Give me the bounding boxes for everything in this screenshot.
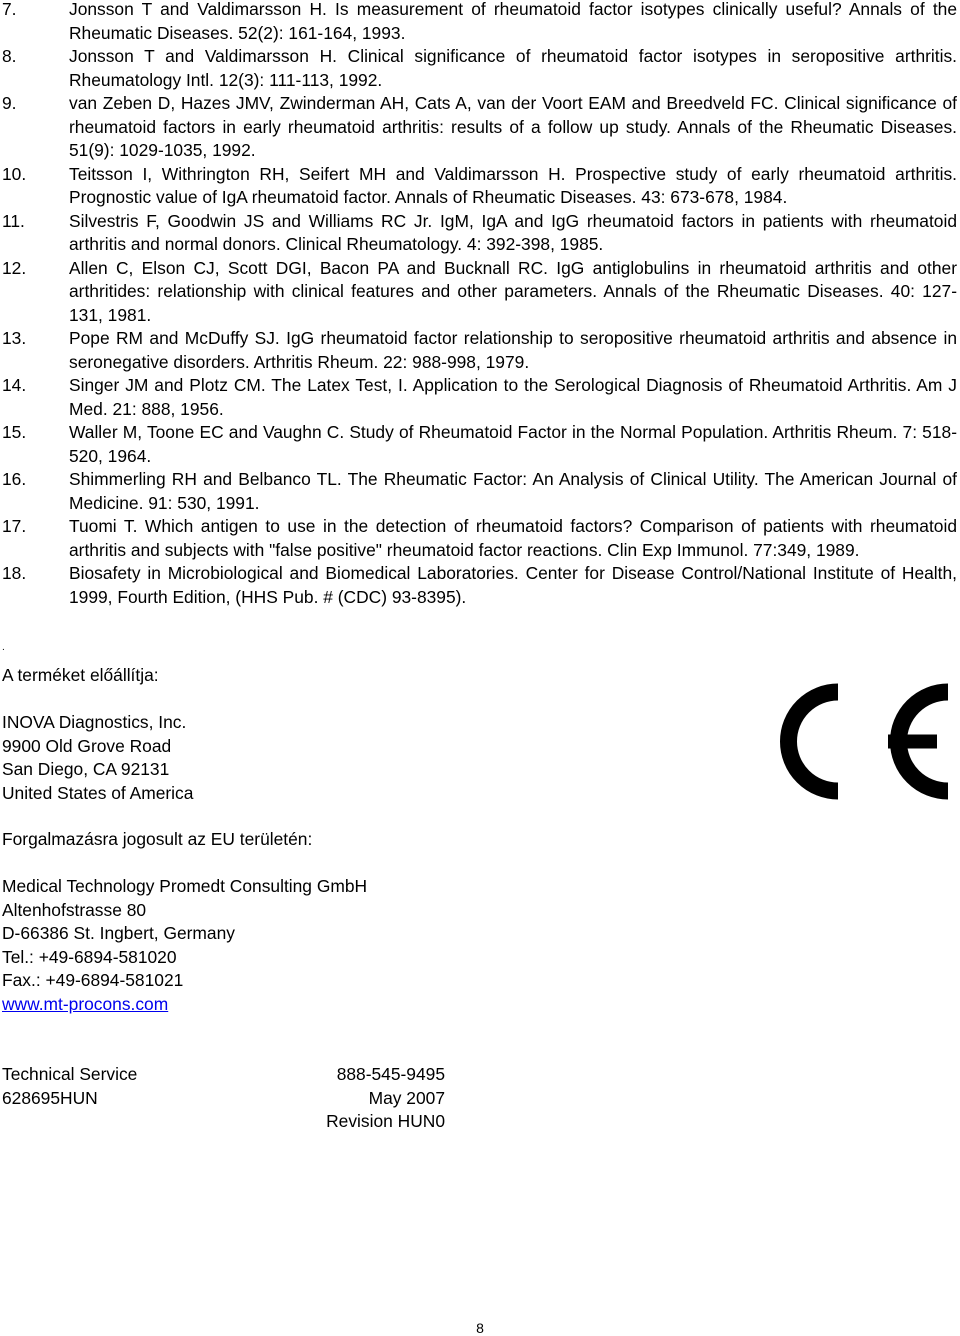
reference-text: Allen C, Elson CJ, Scott DGI, Bacon PA and Bucknall RC. IgG antiglobulins in rheumatoid arthritis and other arthritides: relationship with clinical features and other parameters. Annals of the Rheumatic Diseases. 40: 127-131, 1981. (69, 257, 957, 325)
distributor-city: D-66386 St. Ingbert, Germany (2, 923, 235, 943)
technical-service-label: Technical Service (2, 1064, 138, 1084)
manufacturer-block (2, 664, 193, 805)
reference-item (2, 421, 957, 468)
ce-mark-icon (760, 683, 957, 800)
reference-text: Pope RM and McDuffy SJ. IgG rheumatoid factor relationship to seropositive rheumatoid arthritis and absence in seronegative disorders. Arthritis Rheum. 22: 988-998, 1979. (69, 328, 957, 372)
reference-number: 10. (2, 163, 27, 184)
technical-service-phone: 888-545-9495 (336, 1064, 445, 1084)
distributor-website-link[interactable]: www.mt-procons.com (2, 993, 169, 1014)
distributor-tel: Tel.: +49-6894-581020 (2, 946, 177, 967)
reference-text: Shimmerling RH and Belbanco TL. The Rheumatic Factor: An Analysis of Clinical Utility. The American Journal of Medicine. 91: 530, 1991. (69, 469, 957, 513)
distributor-name: Medical Technology Promedt Consulting GmbH (2, 876, 368, 896)
document-revision: Revision HUN0 (326, 1111, 445, 1131)
manufacturer-name: INOVA Diagnostics, Inc. (2, 712, 187, 732)
reference-text: van Zeben D, Hazes JMV, Zwinderman AH, Cats A, van der Voort EAM and Breedveld FC. Clinical significance of rheumatoid factors in early rheumatoid arthritis: results of a follow up study. Annals of the Rheumatic Diseases. 51(9): 1029-1035, 1992. (69, 93, 957, 160)
reference-item (2, 257, 957, 328)
reference-item (2, 374, 957, 421)
reference-number: 7. (2, 0, 17, 19)
manufacturer-city: San Diego, CA 92131 (2, 759, 170, 779)
reference-number: 12. (2, 257, 27, 278)
reference-item (2, 562, 957, 609)
distributor-block (2, 828, 367, 1016)
reference-number: 8. (2, 46, 17, 66)
reference-text: Biosafety in Microbiological and Biomedical Laboratories. Center for Disease Control/National Institute of Health, 1999, Fourth Edition, (HHS Pub. # (CDC) 93-8395). (69, 563, 957, 607)
reference-number: 16. (2, 469, 27, 489)
reference-item (2, 210, 957, 257)
technical-service-block (2, 1063, 445, 1134)
reference-text: Silvestris F, Goodwin JS and Williams RC Jr. IgM, IgA and IgG rheumatoid factors in patients with rheumatoid arthritis and normal donors. Clinical Rheumatology. 4: 392-398, 1985. (69, 210, 957, 254)
reference-number: 13. (2, 328, 27, 348)
manufacturer-street: 9900 Old Grove Road (2, 735, 172, 756)
document-code: 628695HUN (2, 1087, 98, 1108)
reference-text: Teitsson I, Withrington RH, Seifert MH and Valdimarsson H. Prospective study of early rheumatoid arthritis. Prognostic value of IgA rheumatoid factor. Annals of Rheumatic Diseases. 43: 673-678, 1984. (69, 163, 957, 207)
reference-number: 18. (2, 563, 27, 583)
reference-number: 17. (2, 516, 27, 536)
reference-list (2, 0, 957, 609)
distributor-heading: Forgalmazásra jogosult az EU területén: (2, 829, 313, 849)
page-number: 8 (476, 1320, 484, 1336)
reference-number: 14. (2, 375, 27, 395)
reference-item (2, 515, 957, 562)
reference-number: 9. (2, 93, 17, 113)
reference-text: Singer JM and Plotz CM. The Latex Test, I. Application to the Serological Diagnosis of Rheumatoid Arthritis. Am J Med. 21: 888, 1956. (69, 375, 957, 419)
reference-item (2, 0, 957, 45)
reference-number: 11. (2, 210, 25, 231)
reference-text: Jonsson T and Valdimarsson H. Clinical significance of rheumatoid factor isotypes in seropositive arthritis. Rheumatology Intl. 12(3): 111-113, 1992. (69, 46, 957, 90)
manufacturer-heading: A terméket előállítja: (2, 665, 159, 685)
reference-text: Jonsson T and Valdimarsson H. Is measurement of rheumatoid factor isotypes clinically useful? Annals of the Rheumatic Diseases. 52(2): 161-164, 1993. (69, 0, 957, 43)
reference-text: Tuomi T. Which antigen to use in the detection of rheumatoid factors? Comparison of patients with rheumatoid arthritis and subjects with "false positive" rheumatoid factor reactions. Clin Exp Immunol. 77:349, 1989. (69, 516, 957, 560)
document-date: May 2007 (368, 1087, 445, 1108)
distributor-street: Altenhofstrasse 80 (2, 899, 147, 920)
manufacturer-country: United States of America (2, 782, 194, 803)
reference-item (2, 468, 957, 515)
reference-number: 15. (2, 422, 27, 442)
reference-item (2, 92, 957, 163)
separator-dot: . (2, 642, 5, 653)
reference-item (2, 45, 957, 92)
reference-item (2, 327, 957, 374)
reference-item (2, 163, 957, 210)
reference-text: Waller M, Toone EC and Vaughn C. Study of Rheumatoid Factor in the Normal Population. Arthritis Rheum. 7: 518-520, 1964. (69, 422, 957, 466)
distributor-fax: Fax.: +49-6894-581021 (2, 970, 184, 990)
